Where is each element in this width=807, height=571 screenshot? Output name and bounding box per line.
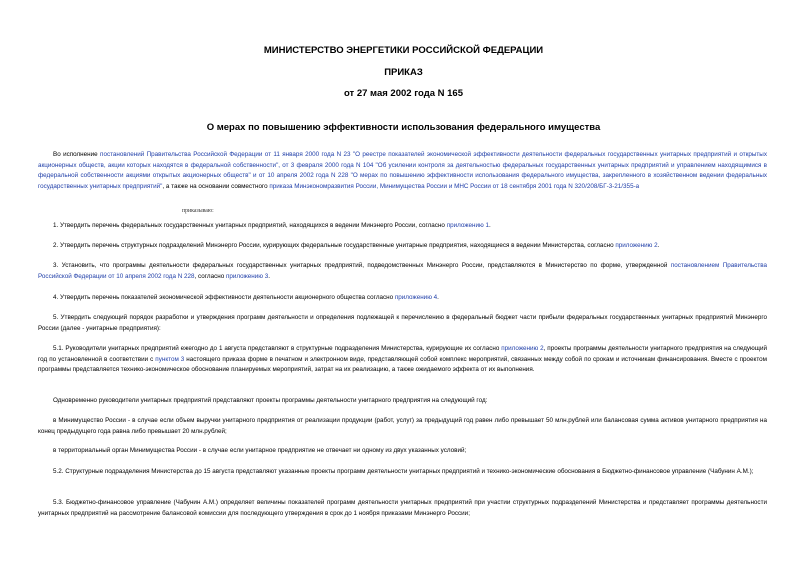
link-joint-order[interactable]: приказа Минэкономразвития России, Минимущества России и МНС России от 18 сентября 2001 года N 320/208/БГ-3-21/355-а bbox=[269, 182, 640, 190]
item-3-mid: , согласно bbox=[194, 272, 226, 280]
item-3 bbox=[38, 261, 767, 282]
link-appendix-1[interactable]: приложению 1 bbox=[446, 222, 489, 229]
link-appendix-4[interactable]: приложению 4 bbox=[394, 294, 438, 301]
link-appendix-2-b[interactable]: приложению 2 bbox=[501, 345, 544, 352]
item-2 bbox=[38, 241, 767, 252]
item-5-1-text: 5.1. Руководители унитарных предприятий ежегодно до 1 августа представляют в структурные подразделения Министерства, курирующие их согласно bbox=[53, 345, 502, 352]
intro-text-2: , а также на основании совместного bbox=[162, 182, 270, 190]
item-5-1-mid: , проекты программы деятельности унитарного предприятия на следующий год по установленной в соответствии с bbox=[38, 345, 767, 363]
item-4-end: . bbox=[437, 294, 439, 301]
item-2-text: 2. Утвердить перечень структурных подразделений Минэнерго России, курирующих федеральные государственные унитарные предприятия, находящиеся в ведении Министерства, согласно bbox=[53, 242, 616, 249]
item-5: 5. Утвердить следующий порядок разработки и утверждения программ деятельности и определения подлежащей к перечислению в федеральный бюджет части прибыли федеральных государственных унитарных предприятий Минэнерго России (далее - унитарные предприятия): bbox=[38, 314, 767, 332]
simultaneous-paragraph: Одновременно руководители унитарных предприятий представляют проекты программы деятельности унитарного предприятия на следующий год: bbox=[53, 397, 488, 404]
page-title: О мерах по повышению эффективности использования федерального имущества bbox=[206, 122, 601, 133]
item-5-1 bbox=[38, 344, 767, 376]
territorial-paragraph: в территориальный орган Минимущества России - в случае если унитарное предприятие не отвечает ни одному из двух указанных условий; bbox=[53, 447, 467, 454]
intro-paragraph bbox=[38, 150, 767, 192]
link-appendix-3[interactable]: приложению 3 bbox=[225, 272, 269, 280]
order-word: приказываю: bbox=[182, 208, 214, 214]
item-2-end: . bbox=[657, 242, 660, 249]
date-line: от 27 мая 2002 года N 165 bbox=[343, 88, 464, 99]
doc-type-heading: ПРИКАЗ bbox=[384, 67, 423, 78]
item-5-1-end: настоящего приказа форме в печатном и электронном виде, представляющей собой комплекс мероприятий, связанных между собой по срокам и источникам финансирования. Вместе с проектом программы представляется технико-экономическое обоснование планируемых мероприятий, затрат на их реализацию, а также ожидаемого эффекта от их выполнения. bbox=[38, 355, 767, 373]
ministry-heading: МИНИСТЕРСТВО ЭНЕРГЕТИКИ РОССИЙСКОЙ ФЕДЕРАЦИИ bbox=[263, 45, 544, 56]
item-3-end: . bbox=[268, 272, 271, 280]
item-1-text: 1. Утвердить перечень федеральных государственных унитарных предприятий, находящихся в ведении Минэнерго России, согласно bbox=[53, 222, 447, 229]
item-5-2: 5.2. Структурные подразделения Министерства до 15 августа представляют указанные проекты программ деятельности унитарных предприятий и технико-экономические обоснования в Бюджетно-финансовое управление (Чабунин А.М.); bbox=[53, 468, 754, 475]
item-1-end: . bbox=[488, 222, 491, 229]
item-4 bbox=[38, 293, 767, 304]
link-point-3[interactable]: пунктом 3 bbox=[155, 355, 185, 363]
intro-text-1: Во исполнение bbox=[53, 151, 101, 158]
link-appendix-2[interactable]: приложению 2 bbox=[615, 242, 658, 249]
link-decree-228[interactable]: постановлением Правительства Российской Федерации от 10 апреля 2002 года N 228 bbox=[38, 262, 767, 280]
link-government-decrees[interactable]: постановлений Правительства Российской Федерации от 11 января 2000 года N 23 "О реестре показателей экономической эффективности деятельности федеральных государственных унитарных предприятий и открытых акционерных обществ, акции которых находятся в федеральной собственности", от 3 февраля 2000 года N 104 "Об усилении контроля за деятельностью федеральных государственных унитарных предприятий и управлением находящимися в федеральной собственности акциями открытых акционерных обществ" и от 10 апреля 2002 года N 228 "О мерах по повышению эффективности использования федерального имущества, закрепленного в хозяйственном ведении федеральных государственных унитарных предприятий" bbox=[38, 151, 767, 190]
minimushchestvo-paragraph: в Минимущество России - в случае если объем выручки унитарного предприятия от реализации продукции (работ, услуг) за предыдущий год равен либо превышает 50 млн.рублей или балансовая сумма активов унитарного предприятия на конец предыдущего года равна либо превышает 20 млн.рублей; bbox=[38, 417, 767, 435]
item-1 bbox=[38, 221, 767, 232]
item-5-3: 5.3. Бюджетно-финансовое управление (Чабунин А.М.) определяет величины показателей программ деятельности унитарных предприятий при участии структурных подразделений Министерства и представляет программы деятельности унитарных предприятий на рассмотрение балансовой комиссии для последующего утверждения в срок до 1 ноября приказами Минэнерго России; bbox=[38, 499, 767, 517]
item-3-text: 3. Установить, что программы деятельности федеральных государственных унитарных предприятий, подведомственных Минэнерго России, представляются в Министерство по форме, утвержденной bbox=[53, 262, 671, 269]
item-4-text: 4. Утвердить перечень показателей экономической эффективности деятельности акционерного общества согласно bbox=[53, 294, 395, 301]
